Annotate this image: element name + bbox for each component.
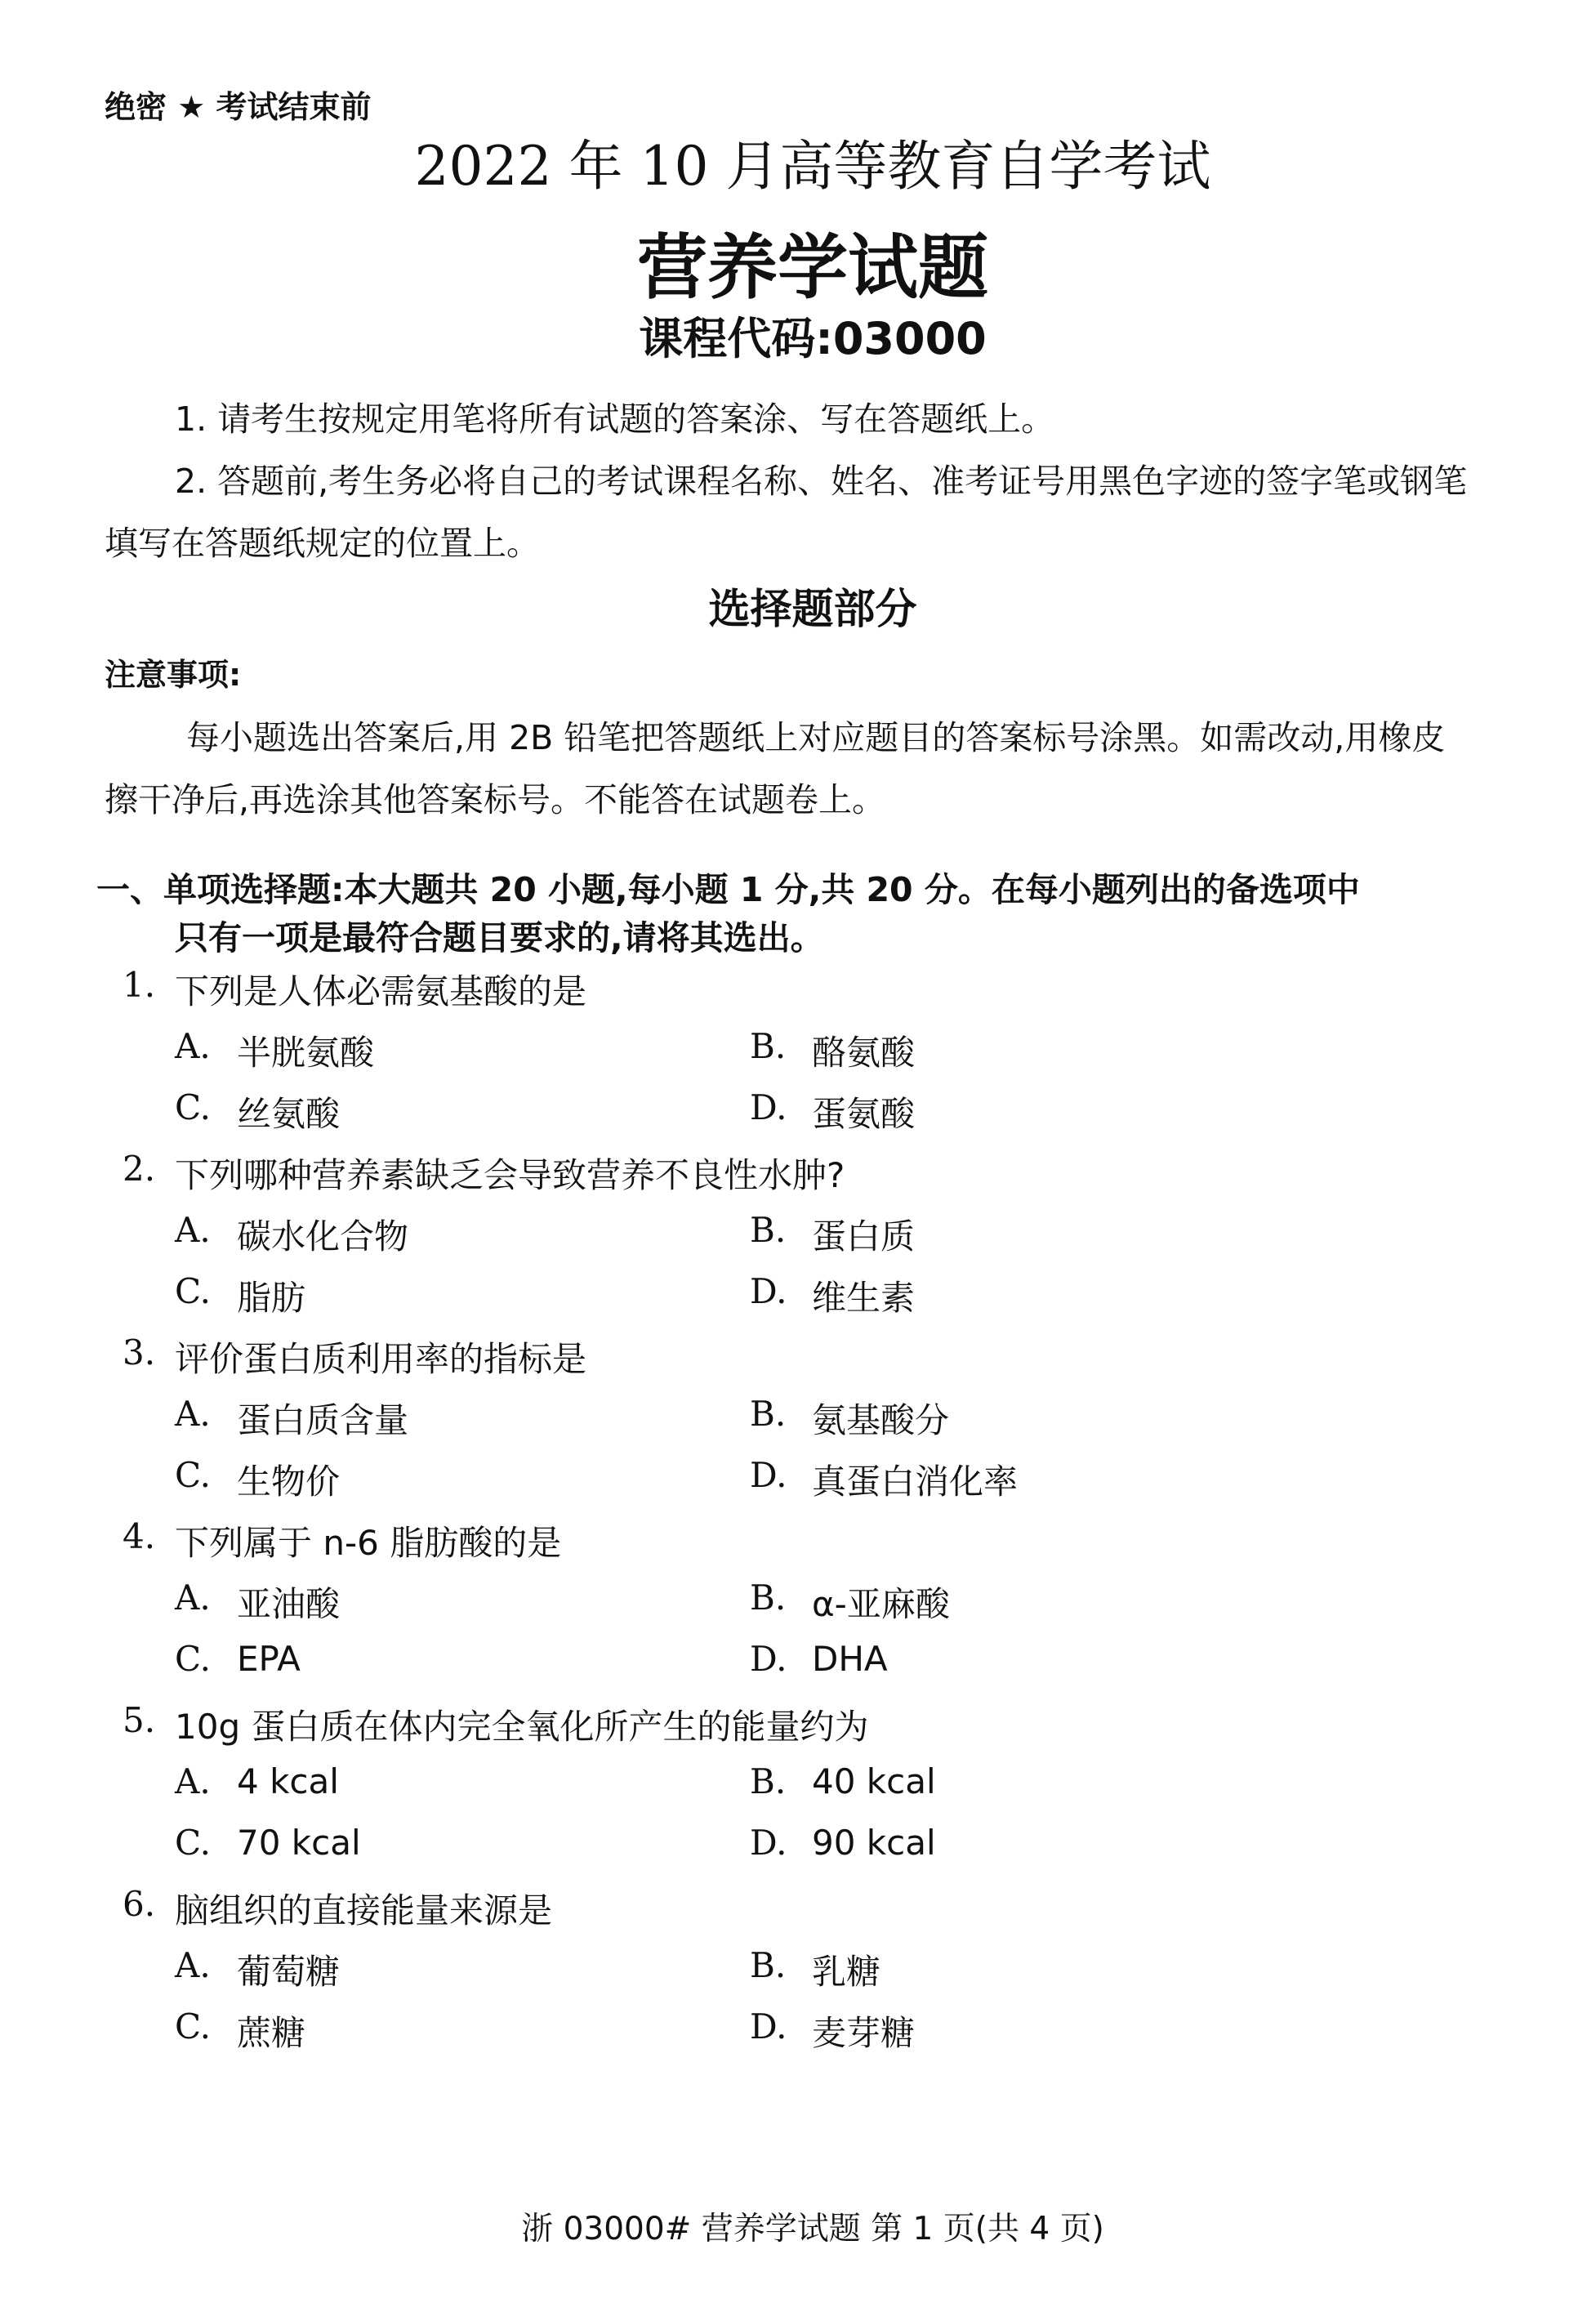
question-number: 3.	[123, 1332, 156, 1373]
option-text: 蔗糖	[237, 2013, 306, 2053]
question-number: 4.	[123, 1516, 156, 1556]
option-letter: B.	[750, 1578, 787, 1618]
option-text: 蛋氨酸	[812, 1094, 916, 1134]
option-letter: A.	[175, 1761, 211, 1801]
notice-line-1: 每小题选出答案后,用 2B 铅笔把答题纸上对应题目的答案标号涂黑。如需改动,用橡皮	[186, 718, 1446, 757]
paper-title: 营养学试题	[637, 227, 988, 309]
option-letter: D.	[750, 1823, 787, 1863]
option-letter: B.	[750, 1761, 787, 1801]
notice-heading: 注意事项:	[105, 657, 242, 693]
option-text: DHA	[812, 1639, 888, 1679]
option-text: 麦芽糖	[812, 2013, 916, 2053]
option-letter: B.	[750, 1210, 787, 1250]
option-text: 酪氨酸	[812, 1033, 916, 1073]
option-letter: B.	[750, 1026, 787, 1066]
question-text: 脑组织的直接能量来源是	[175, 1890, 553, 1930]
question-text: 10g 蛋白质在体内完全氧化所产生的能量约为	[175, 1707, 869, 1747]
question-text: 下列哪种营养素缺乏会导致营养不良性水肿?	[175, 1155, 845, 1195]
question-number: 6.	[123, 1884, 156, 1924]
option-letter: A.	[175, 1394, 211, 1434]
page-footer: 浙 03000# 营养学试题 第 1 页(共 4 页)	[521, 2211, 1104, 2247]
question-text: 下列是人体必需氨基酸的是	[175, 971, 587, 1011]
option-text: EPA	[237, 1639, 301, 1679]
option-text: 70 kcal	[237, 1823, 361, 1863]
option-letter: C.	[175, 1455, 211, 1495]
option-text: 葡萄糖	[237, 1952, 341, 1992]
option-letter: C.	[175, 1823, 211, 1863]
question-number: 5.	[123, 1700, 156, 1740]
question-number: 1.	[123, 965, 156, 1005]
question-text: 评价蛋白质利用率的指标是	[175, 1339, 587, 1379]
instruction-item-2-line-1: 2. 答题前,考生务必将自己的考试课程名称、姓名、准考证号用黑色字迹的签字笔或钢笔	[175, 462, 1468, 501]
option-text: 4 kcal	[237, 1761, 339, 1801]
option-letter: D.	[750, 2006, 787, 2046]
option-text: 生物价	[237, 1462, 341, 1502]
option-letter: C.	[175, 2006, 211, 2046]
option-text: 氨基酸分	[812, 1400, 950, 1440]
option-letter: D.	[750, 1271, 787, 1311]
option-text: 亚油酸	[237, 1584, 341, 1624]
option-letter: A.	[175, 1578, 211, 1618]
option-text: 脂肪	[237, 1278, 306, 1318]
question-text: 下列属于 n-6 脂肪酸的是	[175, 1523, 562, 1563]
option-letter: D.	[750, 1455, 787, 1495]
option-letter: C.	[175, 1271, 211, 1311]
option-letter: A.	[175, 1026, 211, 1066]
option-letter: D.	[750, 1087, 787, 1127]
option-letter: B.	[750, 1394, 787, 1434]
option-letter: B.	[750, 1945, 787, 1985]
part-heading-line-2: 只有一项是最符合题目要求的,请将其选出。	[175, 918, 824, 957]
option-text: 丝氨酸	[237, 1094, 341, 1134]
instruction-item-2-line-2: 填写在答题纸规定的位置上。	[105, 524, 540, 563]
option-letter: A.	[175, 1210, 211, 1250]
option-text: 蛋白质	[812, 1216, 916, 1256]
course-code: 课程代码:03000	[639, 313, 987, 364]
option-text: 蛋白质含量	[237, 1400, 409, 1440]
section-title: 选择题部分	[708, 586, 917, 634]
instruction-item-1: 1. 请考生按规定用笔将所有试题的答案涂、写在答题纸上。	[175, 399, 1055, 439]
option-text: 乳糖	[812, 1952, 881, 1992]
option-letter: C.	[175, 1639, 211, 1679]
option-text: 碳水化合物	[237, 1216, 409, 1256]
option-letter: D.	[750, 1639, 787, 1679]
exam-title: 2022 年 10 月高等教育自学考试	[414, 135, 1211, 198]
confidential-label: 绝密 ★ 考试结束前	[105, 89, 372, 125]
option-text: 维生素	[812, 1278, 916, 1318]
notice-line-2: 擦干净后,再选涂其他答案标号。不能答在试题卷上。	[105, 780, 886, 819]
option-text: 90 kcal	[812, 1823, 936, 1863]
option-text: 40 kcal	[812, 1761, 936, 1801]
option-letter: C.	[175, 1087, 211, 1127]
option-text: α-亚麻酸	[812, 1584, 950, 1624]
question-number: 2.	[123, 1149, 156, 1189]
option-letter: A.	[175, 1945, 211, 1985]
option-text: 半胱氨酸	[237, 1033, 375, 1073]
part-heading-line-1: 一、单项选择题:本大题共 20 小题,每小题 1 分,共 20 分。在每小题列出的备选项中	[96, 870, 1360, 909]
option-text: 真蛋白消化率	[812, 1462, 1019, 1502]
